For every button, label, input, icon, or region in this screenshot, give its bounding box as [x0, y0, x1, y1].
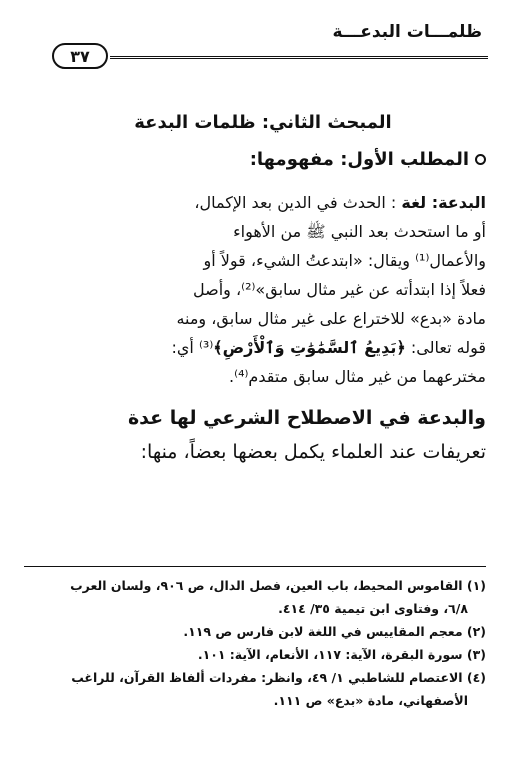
definition-paragraph: [40, 188, 486, 391]
intro-line-2: تعريفات عند العلماء يكمل بعضها بعضاً، منها:: [140, 441, 486, 463]
footnote-4-continued: الأصفهاني، مادة «بدع» ص ١١١.: [273, 693, 468, 708]
technical-intro-paragraph: [40, 401, 486, 469]
header-rule: [110, 56, 488, 59]
definition-line-6-start: قوله تعالى:: [410, 338, 486, 357]
footnote-rule: [24, 566, 486, 567]
running-title: ظلمـــات البدعـــة: [332, 22, 482, 42]
footnote-2: (٢) معجم المقاييس في اللغة لابن فارس ص ١١٩.: [183, 624, 486, 639]
definition-line-5: مادة «بدع» للاختراع على غير مثال سابق، ومنه: [176, 309, 486, 328]
definition-line-1: [40, 188, 486, 217]
definition-line-6-end: ⁽³⁾ أي:: [171, 338, 214, 357]
page-number: ٣٧: [52, 43, 108, 69]
subsection-heading: [40, 149, 486, 170]
definition-line-6: [40, 333, 486, 362]
quran-verse: ﴿بَدِيعُ ٱلسَّمَٰوَٰتِ وَٱلْأَرْضِ﴾: [213, 338, 406, 357]
subsection-title: المطلب الأول: مفهومها:: [249, 149, 469, 170]
intro-line-1: والبدعة في الاصطلاح الشرعي لها عدة: [127, 407, 486, 429]
footnote-1-continued: ٦/٨، وفتاوى ابن تيمية ٣٥/ ٤١٤.: [278, 601, 468, 616]
page-content: [40, 112, 486, 469]
definition-term: البدعة: لغة: [401, 193, 486, 212]
footnote-3: (٣) سورة البقرة، الآية: ١١٧، الأنعام، الآية: ١٠١.: [197, 647, 486, 662]
definition-line-2: أو ما استحدث بعد النبي ﷺ من الأهواء: [233, 222, 486, 241]
section-title: المبحث الثاني: ظلمات البدعة: [134, 112, 392, 133]
definition-line-1-text: : الحدث في الدين بعد الإكمال،: [194, 193, 397, 212]
definition-line-4: فعلاً إذا ابتدأته عن غير مثال سابق»⁽²⁾، وأصل: [193, 280, 486, 299]
definition-line-3: والأعمال⁽¹⁾ ويقال: «ابتدعتُ الشيء، قولاً أو: [203, 251, 486, 270]
footnote-4: (٤) الاعتصام للشاطبي ١/ ٤٩، وانظر: مفردات ألفاظ القرآن، للراغب: [71, 670, 486, 685]
footnote-1: (١) القاموس المحيط، باب العين، فصل الدال، ص ٩٠٦، ولسان العرب: [70, 578, 486, 593]
definition-line-7: مخترعهما من غير مثال سابق متقدم⁽⁴⁾.: [229, 367, 486, 386]
circle-bullet-icon: [475, 154, 486, 165]
footnotes: [36, 574, 486, 712]
